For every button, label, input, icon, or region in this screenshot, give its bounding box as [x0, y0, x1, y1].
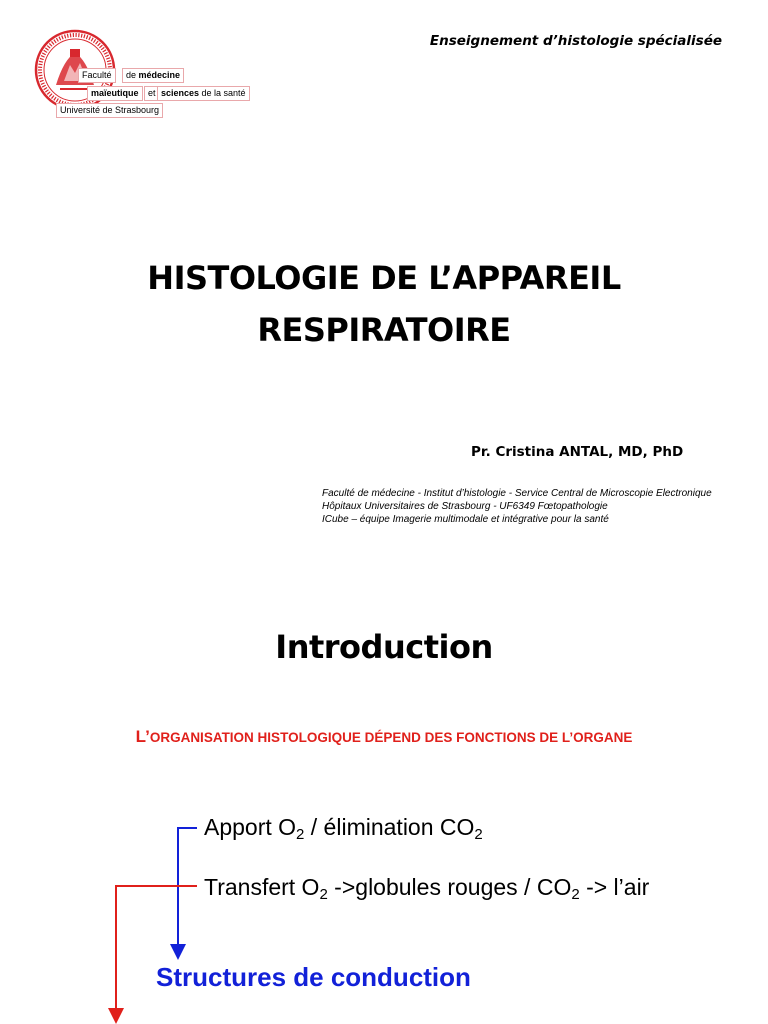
- structures-de-conduction-label: Structures de conduction: [156, 962, 471, 992]
- bullet-apport-text-1: Apport O: [204, 814, 297, 840]
- affiliation-line: ICube – équipe Imagerie multimodale et intégrative pour la santé: [322, 514, 609, 525]
- bullet-apport-text-2: / élimination CO: [304, 814, 475, 840]
- logo-line2-b: et: [148, 88, 156, 98]
- bullet-transfert-sub-1: 2: [319, 886, 328, 903]
- presentation-title: [0, 252, 768, 356]
- logo-line2-c-rest: de la santé: [199, 88, 246, 98]
- principle-first-letter: L’: [135, 727, 150, 746]
- bullet-transfert-text-3: -> l’air: [579, 874, 650, 900]
- logo-medecine-label: [122, 68, 184, 83]
- affiliation-line: Faculté de médecine - Institut d’histologie - Service Central de Microscopie Electronique: [322, 488, 712, 499]
- logo-line1-b-bold: médecine: [138, 70, 181, 80]
- logo-line1-a: Faculté: [82, 70, 112, 80]
- bullet-transfert-text-1: Transfert O: [204, 874, 320, 900]
- bullet-apport: [204, 814, 483, 841]
- bullet-transfert-sub-2: 2: [571, 886, 580, 903]
- bullet-transfert: [204, 874, 649, 901]
- logo-faculte-label: [78, 68, 116, 83]
- title-line-1: HISTOLOGIE DE L’APPAREIL: [147, 259, 621, 297]
- bullet-transfert-text-2: ->globules rouges / CO: [327, 874, 572, 900]
- blue-arrow-icon: [178, 828, 197, 952]
- logo-sciences-label: [157, 86, 250, 101]
- logo-line2-a: maïeutique: [91, 88, 139, 98]
- course-tagline: Enseignement d’histologie spécialisée: [429, 33, 722, 49]
- affiliation-list: [322, 487, 712, 526]
- section-heading-introduction: Introduction: [275, 628, 493, 666]
- bullet-apport-sub-1: 2: [296, 826, 305, 843]
- bullet-apport-sub-2: 2: [474, 826, 483, 843]
- red-arrow-icon: [116, 886, 197, 1016]
- logo-line1-b-pre: de: [126, 70, 139, 80]
- logo-universite-label: [56, 103, 163, 118]
- author-name: Pr. Cristina ANTAL, MD, PhD: [471, 444, 684, 460]
- title-line-2: RESPIRATOIRE: [257, 311, 511, 349]
- principle-statement: [0, 727, 768, 747]
- logo-line2-c-bold: sciences: [161, 88, 200, 98]
- logo-line3: Université de Strasbourg: [60, 105, 160, 115]
- principle-rest: ORGANISATION HISTOLOGIQUE DÉPEND DES FONCTIONS DE L’ORGANE: [149, 730, 633, 745]
- logo-maieutique-label: [87, 86, 143, 101]
- affiliation-line: Hôpitaux Universitaires de Strasbourg - UF6349 Fœtopathologie: [322, 501, 608, 512]
